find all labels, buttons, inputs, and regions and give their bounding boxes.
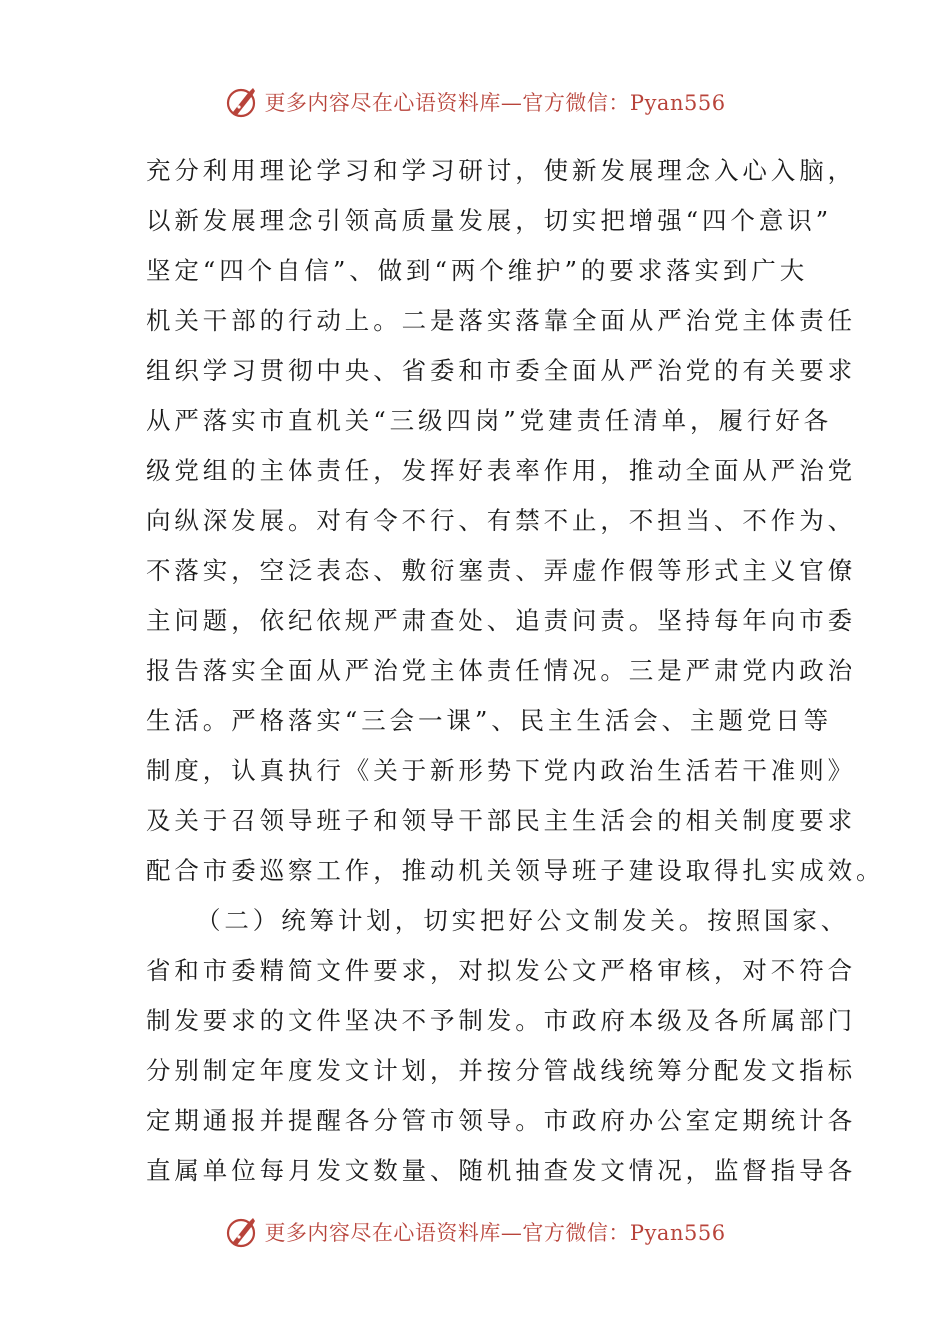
document-body [146, 146, 885, 1196]
text-line: 充分利用理论学习和学习研讨，使新发展理念入心入脑， [146, 156, 856, 185]
text-line: 坚定“四个自信”、做到“两个维护”的要求落实到广大 [146, 256, 809, 285]
text-line: 级党组的主体责任，发挥好表率作用，推动全面从严治党 [146, 456, 856, 485]
pen-nib-logo-icon [224, 85, 258, 119]
header-banner [0, 80, 950, 124]
text-line: 机关干部的行动上。二是落实落靠全面从严治党主体责任 [146, 306, 856, 335]
text-line: 主问题，依纪依规严肃查处、追责问责。坚持每年向市委 [146, 606, 856, 635]
text-line: 制度，认真执行《关于新形势下党内政治生活若干准则》 [146, 756, 856, 785]
text-line: 报告落实全面从严治党主体责任情况。三是严肃党内政治 [146, 656, 856, 685]
text-line: 从严落实市直机关“三级四岗”党建责任清单，履行好各 [146, 406, 833, 435]
text-line: 及关于召领导班子和领导干部民主生活会的相关制度要求 [146, 806, 856, 835]
text-line: 制发要求的文件坚决不予制发。市政府本级及各所属部门 [146, 1006, 856, 1035]
text-line: 组织学习贯彻中央、省委和市委全面从严治党的有关要求 [146, 356, 856, 385]
text-line: 分别制定年度发文计划，并按分管战线统筹分配发文指标 [146, 1056, 856, 1085]
footer-banner-text: 更多内容尽在心语资料库—官方微信：Pyan556 [264, 1221, 726, 1245]
text-line: 生活。严格落实“三会一课”、民主生活会、主题党日等 [146, 706, 833, 735]
text-line: 不落实，空泛表态、敷衍塞责、弄虚作假等形式主义官僚 [146, 556, 856, 585]
text-line: 省和市委精简文件要求，对拟发公文严格审核，对不符合 [146, 956, 856, 985]
pen-nib-logo-icon [224, 1215, 258, 1249]
text-line: 向纵深发展。对有令不行、有禁不止，不担当、不作为、 [146, 506, 856, 535]
footer-banner [0, 1210, 950, 1254]
header-banner-text: 更多内容尽在心语资料库—官方微信：Pyan556 [264, 91, 726, 115]
text-line: 配合市委巡察工作，推动机关领导班子建设取得扎实成效。 [146, 856, 885, 885]
text-line: 以新发展理念引领高质量发展，切实把增强“四个意识” [146, 206, 833, 235]
text-line: 定期通报并提醒各分管市领导。市政府办公室定期统计各 [146, 1106, 856, 1135]
section-heading-line: （二）统筹计划，切实把好公文制发关。按照国家、 [196, 906, 850, 935]
text-line: 直属单位每月发文数量、随机抽查发文情况，监督指导各 [146, 1156, 856, 1185]
